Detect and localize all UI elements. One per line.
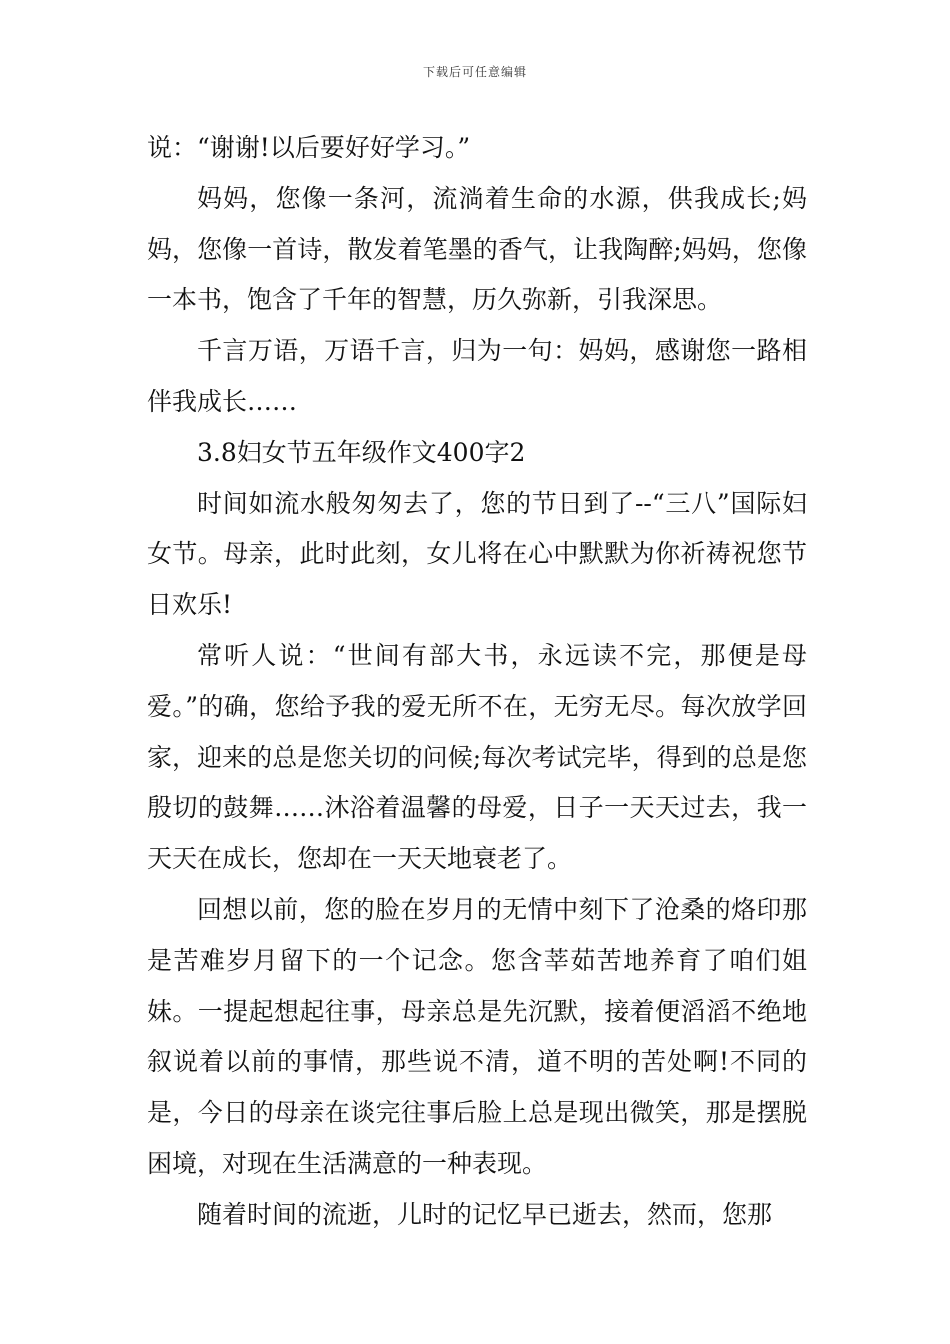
section-title: 3.8妇女节五年级作文400字2 (197, 437, 526, 467)
paragraph-6: 回想以前，您的脸在岁月的无情中刻下了沧桑的烙印那是苦难岁月留下的一个记念。您含莘茹苦地养育了咱们姐妹。一提起想起往事，母亲总是先沉默，接着便滔滔不绝地叙说着以前的事情，那些说不清，道不明的苦处啊!不同的是，今日的母亲在谈完往事后脸上总是现出微笑，那是摆脱困境，对现在生活满意的一种表现。 (147, 894, 807, 1178)
paragraph-5: 常听人说：“世间有部大书，永远读不完，那便是母爱。”的确，您给予我的爱无所不在，无穷无尽。每次放学回家，迎来的总是您关切的问候;每次考试完毕，得到的总是您殷切的鼓舞……沐浴着温馨的母爱，日子一天天过去，我一天天在成长，您却在一天天地衰老了。 (147, 640, 807, 874)
paragraph-2: 妈妈，您像一条河，流淌着生命的水源，供我成长;妈妈，您像一首诗，散发着笔墨的香气，让我陶醉;妈妈，您像一本书，饱含了千年的智慧，历久弥新，引我深思。 (147, 183, 807, 315)
page-header: 下载后可任意编辑 (422, 65, 527, 79)
paragraph-7: 随着时间的流逝，儿时的记忆早已逝去，然而，您那 (197, 1199, 773, 1229)
paragraph-4: 时间如流水般匆匆去了，您的节日到了--“三八”国际妇女节。母亲，此时此刻，女儿将在心中默默为你祈祷祝您节日欢乐! (147, 488, 807, 620)
paragraph-3: 千言万语，万语千言，归为一句：妈妈，感谢您一路相伴我成长…… (147, 336, 807, 416)
paragraph-1: 说：“谢谢!以后要好好学习。” (147, 133, 471, 162)
document-body (147, 123, 807, 1241)
